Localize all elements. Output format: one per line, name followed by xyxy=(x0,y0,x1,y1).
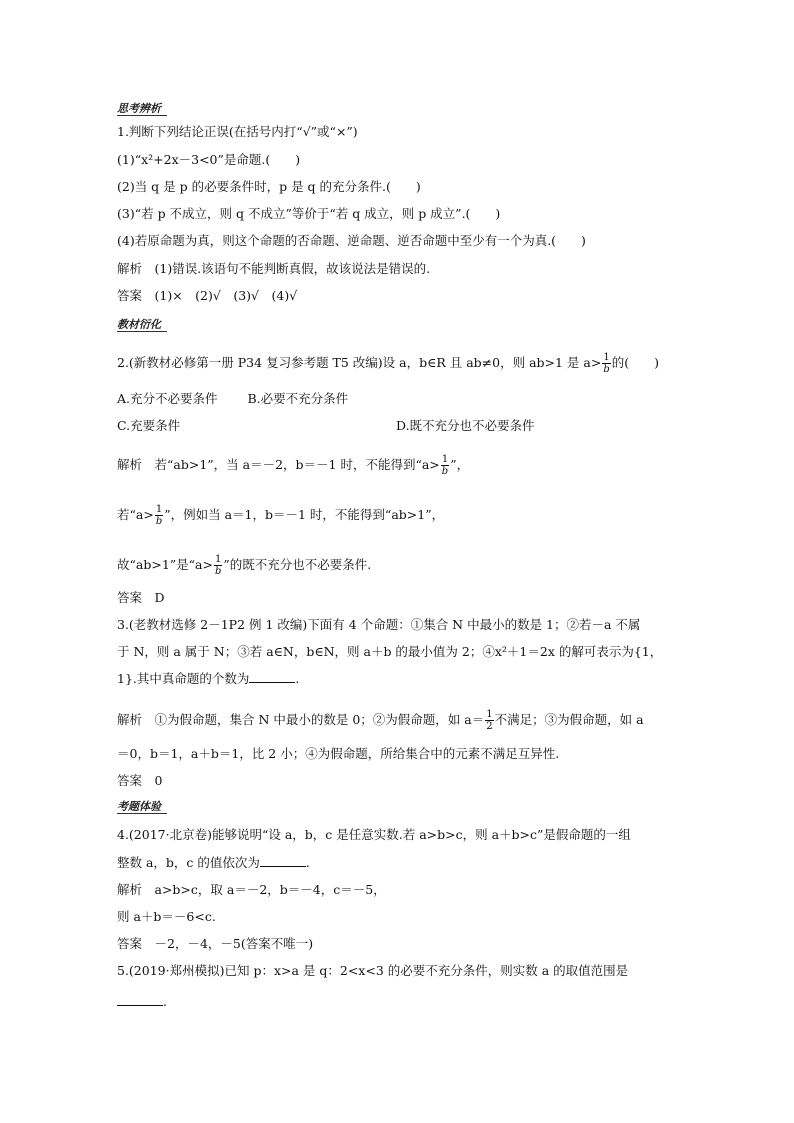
fraction-numerator: 1 xyxy=(215,554,222,565)
fraction-numerator: 1 xyxy=(441,454,449,465)
fraction-numerator: 1 xyxy=(155,504,163,515)
q2-answer: 答案 D xyxy=(117,590,165,605)
q3-analysis-text-tail: 不满足；③为假命题，如 a xyxy=(494,712,644,727)
q2-stem xyxy=(117,352,659,375)
fraction-1-over-b xyxy=(441,454,449,477)
q2-analysis-text-tail: ”，例如当 a＝1，b＝－1 时，不能得到“ab>1”， xyxy=(164,507,445,522)
q2-analysis-line-1 xyxy=(117,454,469,477)
q3-line-3-text: 1}.其中真命题的个数为 xyxy=(117,671,250,686)
fraction-numerator: 1 xyxy=(486,709,493,720)
q1-stem: 1.判断下列结论正误(在括号内打“√”或“×”) xyxy=(117,124,358,139)
q4-line-2-text: 整数 a，b，c 的值依次为 xyxy=(117,855,260,870)
q2-analysis-line-2 xyxy=(117,504,444,527)
q2-option-c: C.充要条件 xyxy=(117,418,181,433)
section-heading-exam: 考题体验 xyxy=(117,800,167,814)
answer-blank xyxy=(260,855,306,867)
q1-item-2: (2)当 q 是 p 的必要条件时，p 是 q 的充分条件.( ) xyxy=(117,179,421,194)
fraction-denominator: 2 xyxy=(486,721,493,732)
q2-analysis-text: 故“ab>1”是“a> xyxy=(117,557,213,572)
q3-line-3: 1}.其中真命题的个数为 . xyxy=(117,671,300,686)
answer-blank xyxy=(117,994,163,1006)
q4-analysis-line-2: 则 a＋b＝－6<c. xyxy=(117,909,216,924)
q2-analysis-text: 解析 若“ab>1”，当 a＝－2，b＝－1 时，不能得到“a> xyxy=(117,457,440,472)
q2-options-row-1 xyxy=(117,391,348,407)
q3-analysis-line-2: ＝0，b＝1，a＋b＝1，比 2 小；④为假命题，所给集合中的元素不满足互异性. xyxy=(117,746,560,761)
fraction-1-over-b xyxy=(214,554,222,577)
fraction-1-over-b xyxy=(602,352,610,375)
q1-answer: 答案 (1)× (2)√ (3)√ (4)√ xyxy=(117,288,298,303)
q3-line-1: 3.(老教材选修 2－1P2 例 1 改编)下面有 4 个命题：①集合 N 中最小的数是 1；②若－a 不属 xyxy=(117,617,641,632)
fraction-1-over-b xyxy=(155,504,163,527)
q3-analysis-line-1 xyxy=(117,709,644,732)
q4-line-1: 4.(2017·北京卷)能够说明“设 a，b，c 是任意实数.若 a>b>c，则 a＋b>c”是假命题的一组 xyxy=(117,827,631,842)
q5-line-2: . xyxy=(117,994,167,1010)
fraction-1-over-2 xyxy=(485,709,493,732)
q5-line-1: 5.(2019·郑州模拟)已知 p：x>a 是 q：2<x<3 的必要不充分条件，则实数 a 的取值范围是 xyxy=(117,963,629,978)
section-heading-thinking: 思考辨析 xyxy=(117,102,167,116)
q2-option-b: B.必要不充分条件 xyxy=(247,391,349,406)
q2-option-d: D.既不充分也不必要条件 xyxy=(396,418,535,433)
answer-blank xyxy=(249,671,295,683)
q2-stem-tail: 的( ) xyxy=(611,355,659,370)
q2-analysis-line-3 xyxy=(117,554,371,577)
q3-analysis-text: 解析 ①为假命题，集合 N 中最小的数是 0；②为假命题，如 a＝ xyxy=(117,712,485,727)
fraction-denominator: b xyxy=(441,466,449,477)
q1-item-4: (4)若原命题为真，则这个命题的否命题、逆命题、逆否命题中至少有一个为真.( ) xyxy=(117,233,586,248)
q3-answer: 答案 0 xyxy=(117,773,163,788)
q1-analysis: 解析 (1)错误.该语句不能判断真假，故该说法是错误的. xyxy=(117,261,431,276)
q2-analysis-text-tail: ”， xyxy=(450,457,470,472)
q2-option-a: A.充分不必要条件 xyxy=(117,391,218,406)
q4-analysis-line-1: 解析 a>b>c，取 a＝－2，b＝－4，c＝－5， xyxy=(117,882,386,897)
q4-line-2: 整数 a，b，c 的值依次为 . xyxy=(117,855,310,870)
q1-item-3: (3)“若 p 不成立，则 q 不成立”等价于“若 q 成立，则 p 成立”.( ) xyxy=(117,206,501,221)
q4-answer: 答案 －2，－4，－5(答案不唯一) xyxy=(117,936,314,951)
q2-analysis-text: 若“a> xyxy=(117,507,154,522)
q2-analysis-text-tail: ”的既不充分也不必要条件. xyxy=(223,557,372,572)
fraction-numerator: 1 xyxy=(603,352,610,363)
q2-stem-text: 2.(新教材必修第一册 P34 复习参考题 T5 改编)设 a，b∈R 且 ab≠0，则 ab>1 是 a> xyxy=(117,355,602,370)
q1-item-1: (1)“x²+2x－3<0”是命题.( ) xyxy=(117,152,301,167)
fraction-denominator: b xyxy=(155,516,163,527)
q3-line-2: 于 N，则 a 属于 N；③若 a∈N，b∈N，则 a＋b 的最小值为 2；④x²＋1＝2x 的解可表示为{1， xyxy=(117,644,663,659)
section-heading-textbook: 教材衍化 xyxy=(117,318,167,332)
fraction-denominator: b xyxy=(214,566,222,577)
fraction-denominator: b xyxy=(603,364,610,375)
